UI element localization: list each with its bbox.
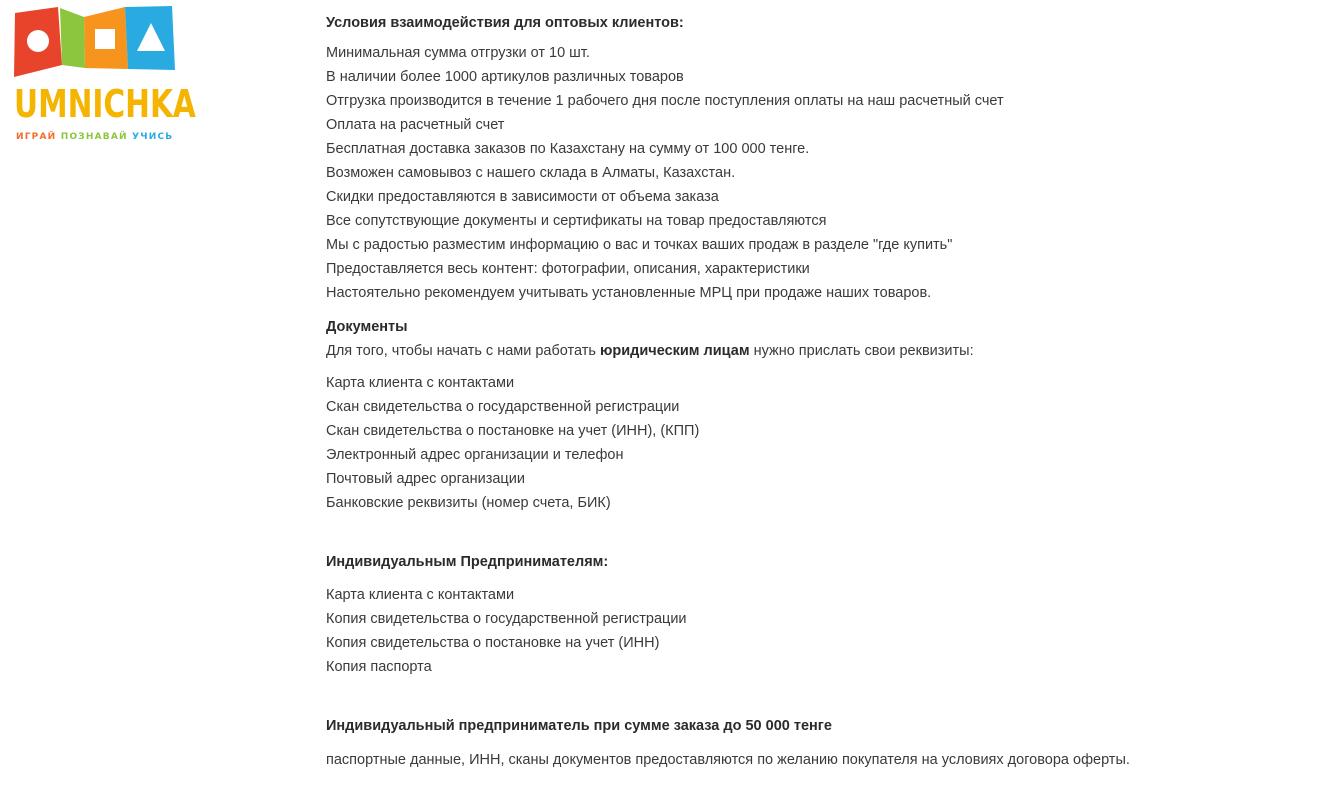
tagline-word: ПОЗНАВАЙ <box>60 132 128 142</box>
small-order-heading: Индивидуальный предприниматель при сумме заказа до 50 000 тенге <box>326 718 832 734</box>
documents-heading: Документы <box>326 319 408 335</box>
documents-item: Банковские реквизиты (номер счета, БИК) <box>326 495 611 511</box>
documents-item: Скан свидетельства о постановке на учет (ИНН), (КПП) <box>326 423 700 439</box>
individual-list <box>326 583 1316 679</box>
documents-intro-text: нужно прислать свои реквизиты: <box>749 343 974 359</box>
documents-item: Скан свидетельства о государственной регистрации <box>326 399 680 415</box>
terms-item: Скидки предоставляются в зависимости от объема заказа <box>326 189 719 205</box>
terms-list <box>326 41 1316 305</box>
documents-item: Карта клиента с контактами <box>326 375 515 391</box>
tagline-word: ИГРАЙ <box>16 132 57 142</box>
documents-intro-bold: юридическим лицам <box>600 343 750 359</box>
terms-item: Предоставляется весь контент: фотографии, описания, характеристики <box>326 261 810 277</box>
individual-item: Карта клиента с контактами <box>326 587 515 603</box>
terms-item: Бесплатная доставка заказов по Казахстану на сумму от 100 000 тенге. <box>326 141 810 157</box>
documents-item: Почтовый адрес организации <box>326 471 525 487</box>
brand-tagline <box>16 132 173 142</box>
individual-item: Копия свидетельства о постановке на учет (ИНН) <box>326 635 660 651</box>
documents-intro-text: Для того, чтобы начать с нами работать <box>326 343 600 359</box>
terms-item: Отгрузка производится в течение 1 рабочего дня после поступления оплаты на наш расчетный счет <box>326 93 1004 109</box>
wholesale-content <box>326 11 1316 772</box>
terms-item: Минимальная сумма отгрузки от 10 шт. <box>326 45 590 61</box>
terms-item: В наличии более 1000 артикулов различных товаров <box>326 69 684 85</box>
terms-heading: Условия взаимодействия для оптовых клиентов: <box>326 15 684 31</box>
logo-icon <box>12 5 177 77</box>
terms-item: Оплата на расчетный счет <box>326 117 505 133</box>
tagline-word: УЧИСЬ <box>132 132 174 142</box>
terms-item: Возможен самовывоз с нашего склада в Алматы, Казахстан. <box>326 165 736 181</box>
individual-item: Копия паспорта <box>326 659 432 675</box>
small-order-text: паспортные данные, ИНН, сканы документов предоставляются по желанию покупателя на условиях договора оферты. <box>326 752 1130 768</box>
umnichka-logo[interactable] <box>12 5 196 145</box>
individual-item: Копия свидетельства о государственной регистрации <box>326 611 687 627</box>
documents-list <box>326 371 1316 515</box>
brand-name: UMNICHKA <box>14 82 196 126</box>
terms-item: Мы с радостью разместим информацию о вас и точках ваших продаж в разделе "где купить" <box>326 237 953 253</box>
documents-intro <box>326 339 1316 363</box>
terms-item: Настоятельно рекомендуем учитывать установленные МРЦ при продаже наших товаров. <box>326 285 932 301</box>
terms-item: Все сопутствующие документы и сертификаты на товар предоставляются <box>326 213 827 229</box>
individual-heading: Индивидуальным Предпринимателям: <box>326 554 609 570</box>
documents-item: Электронный адрес организации и телефон <box>326 447 624 463</box>
